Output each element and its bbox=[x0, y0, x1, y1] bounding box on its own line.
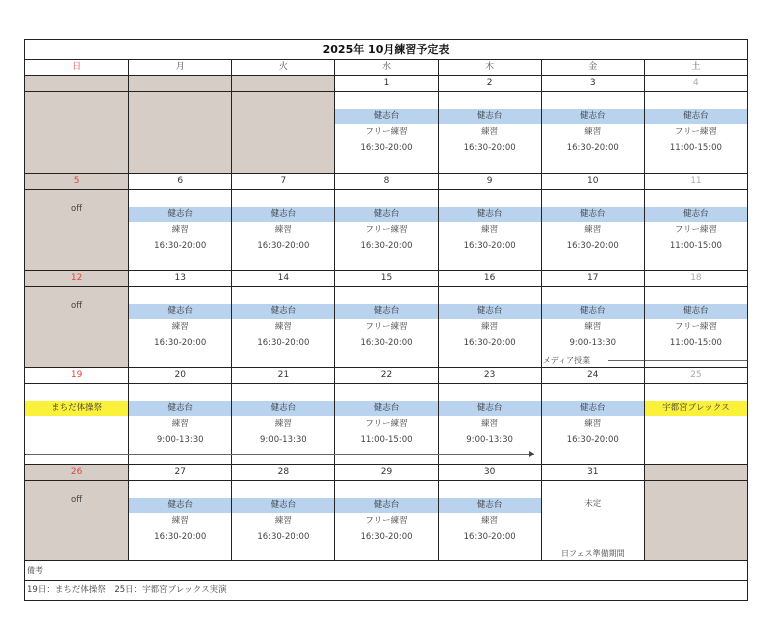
activity-label: 練習 bbox=[481, 419, 499, 429]
date-number: 3 bbox=[541, 76, 644, 91]
date-number: 7 bbox=[231, 174, 334, 189]
date-number: 22 bbox=[334, 368, 437, 383]
venue-label: 健志台 bbox=[129, 207, 231, 222]
time-label: 16:30-20:00 bbox=[257, 532, 310, 542]
time-label: 16:30-20:00 bbox=[463, 143, 516, 153]
day-cell bbox=[541, 190, 644, 270]
day-cell bbox=[438, 481, 541, 560]
date-number: 29 bbox=[334, 465, 437, 480]
date-number: 6 bbox=[128, 174, 231, 189]
day-cell bbox=[25, 384, 128, 464]
time-label: 16:30-20:00 bbox=[360, 338, 413, 348]
date-number bbox=[231, 76, 334, 91]
venue-label: 健志台 bbox=[232, 498, 334, 513]
venue-label: 健志台 bbox=[129, 304, 231, 319]
remarks-notes: 19日：まちだ体操祭 25日：宇都宮ブレックス実演 bbox=[27, 585, 227, 595]
activity-label: フリー練習 bbox=[365, 127, 408, 137]
time-label: 9:00-13:30 bbox=[156, 435, 204, 445]
day-cell bbox=[644, 481, 747, 560]
day-cell bbox=[541, 92, 644, 173]
day-cell bbox=[128, 190, 231, 270]
day-cell bbox=[25, 92, 128, 173]
time-label: 16:30-20:00 bbox=[360, 241, 413, 251]
day-cell bbox=[644, 190, 747, 270]
day-cell bbox=[128, 287, 231, 367]
time-label: 16:30-20:00 bbox=[154, 338, 207, 348]
date-number: 9 bbox=[438, 174, 541, 189]
date-number: 15 bbox=[334, 271, 437, 286]
date-number: 21 bbox=[231, 368, 334, 383]
venue-label: 健志台 bbox=[439, 304, 541, 319]
weekday-header: 土 bbox=[644, 60, 747, 75]
time-label: 11:00-15:00 bbox=[669, 338, 722, 348]
venue-label: 健志台 bbox=[129, 498, 231, 513]
activity-label: 練習 bbox=[274, 516, 292, 526]
content-row bbox=[25, 92, 747, 174]
venue-label: 健志台 bbox=[335, 498, 437, 513]
venue-label: 健志台 bbox=[129, 401, 231, 416]
day-cell bbox=[231, 384, 334, 464]
off-label: off bbox=[71, 204, 83, 214]
venue-label: 健志台 bbox=[645, 304, 747, 319]
time-label: 16:30-20:00 bbox=[566, 143, 619, 153]
venue-label: 健志台 bbox=[542, 401, 644, 416]
date-number bbox=[25, 76, 128, 91]
date-row bbox=[25, 76, 747, 92]
day-cell bbox=[128, 481, 231, 560]
time-label: 9:00-13:30 bbox=[260, 435, 307, 445]
week-1 bbox=[25, 76, 747, 174]
activity-label: 練習 bbox=[584, 419, 602, 429]
time-label: 16:30-20:00 bbox=[257, 241, 310, 251]
day-cell bbox=[541, 287, 644, 367]
activity-label: フリー練習 bbox=[365, 322, 408, 332]
time-label: 16:30-20:00 bbox=[360, 143, 413, 153]
week-5 bbox=[25, 465, 747, 561]
day-cell bbox=[128, 92, 231, 173]
date-number: 19 bbox=[70, 370, 83, 380]
venue-label: 健志台 bbox=[439, 207, 541, 222]
date-number: 24 bbox=[541, 368, 644, 383]
off-label: off bbox=[71, 301, 83, 311]
off-label: off bbox=[71, 495, 83, 505]
activity-label: フリー練習 bbox=[365, 516, 408, 526]
activity-label: フリー練習 bbox=[365, 225, 408, 235]
day-cell bbox=[541, 481, 644, 560]
day-cell bbox=[644, 287, 747, 367]
content-row bbox=[25, 481, 747, 561]
day-cell bbox=[334, 92, 437, 173]
activity-label: 練習 bbox=[171, 516, 189, 526]
day-cell bbox=[541, 384, 644, 464]
date-number: 2 bbox=[438, 76, 541, 91]
venue-label: 健志台 bbox=[335, 304, 437, 319]
date-number: 11 bbox=[644, 174, 747, 189]
day-cell bbox=[334, 190, 437, 270]
time-label: 11:00-15:00 bbox=[669, 143, 722, 153]
date-number: 31 bbox=[541, 465, 644, 480]
weekday-header: 金 bbox=[541, 60, 644, 75]
venue-label: 健志台 bbox=[542, 304, 644, 319]
activity-label: 練習 bbox=[171, 419, 189, 429]
date-number: 23 bbox=[438, 368, 541, 383]
content-row bbox=[25, 287, 747, 368]
media-class-note: メディア授業 bbox=[542, 356, 591, 365]
venue-label: 健志台 bbox=[335, 207, 437, 222]
time-label: 16:30-20:00 bbox=[360, 532, 413, 542]
day-cell bbox=[334, 481, 437, 560]
time-label: 16:30-20:00 bbox=[566, 435, 619, 445]
day-cell bbox=[231, 190, 334, 270]
content-row bbox=[25, 190, 747, 271]
time-label: 16:30-20:00 bbox=[463, 241, 516, 251]
date-number: 1 bbox=[334, 76, 437, 91]
venue-label: 健志台 bbox=[542, 109, 644, 124]
date-number: 18 bbox=[644, 271, 747, 286]
date-number bbox=[644, 465, 747, 480]
time-label: 9:00-13:30 bbox=[466, 435, 513, 445]
day-cell bbox=[25, 190, 128, 270]
date-number: 14 bbox=[231, 271, 334, 286]
remarks-label: 備考 bbox=[25, 561, 747, 581]
venue-label: 健志台 bbox=[335, 401, 437, 416]
activity-label: 練習 bbox=[481, 322, 499, 332]
schedule-sheet bbox=[24, 39, 748, 601]
day-cell bbox=[334, 287, 437, 367]
weekday-header: 月 bbox=[128, 60, 231, 75]
day-cell bbox=[128, 384, 231, 464]
venue-label: 健志台 bbox=[645, 207, 747, 222]
venue-label: 健志台 bbox=[439, 498, 541, 513]
week-2 bbox=[25, 174, 747, 271]
day-cell bbox=[25, 481, 128, 560]
activity-label: フリー練習 bbox=[674, 127, 717, 137]
date-number: 16 bbox=[438, 271, 541, 286]
day-cell bbox=[644, 92, 747, 173]
date-number: 28 bbox=[231, 465, 334, 480]
date-number: 13 bbox=[128, 271, 231, 286]
time-label: 11:00-15:00 bbox=[669, 241, 722, 251]
page-title: 2025年 10月練習予定表 bbox=[25, 40, 747, 60]
time-label: 9:00-13:30 bbox=[569, 338, 617, 348]
arrow-line bbox=[25, 454, 534, 455]
date-number: 25 bbox=[644, 368, 747, 383]
activity-label: 練習 bbox=[274, 419, 292, 429]
date-row bbox=[25, 271, 747, 287]
date-row bbox=[25, 174, 747, 190]
time-label: 16:30-20:00 bbox=[566, 241, 619, 251]
day-cell bbox=[25, 287, 128, 367]
venue-label: 健志台 bbox=[439, 109, 541, 124]
activity-label: 練習 bbox=[584, 127, 602, 137]
weekday-header: 木 bbox=[438, 60, 541, 75]
date-number: 8 bbox=[334, 174, 437, 189]
venue-label: 健志台 bbox=[335, 109, 437, 124]
venue-label: 健志台 bbox=[645, 109, 747, 124]
time-label: 16:30-20:00 bbox=[154, 241, 207, 251]
day-cell bbox=[231, 481, 334, 560]
activity-label: フリー練習 bbox=[674, 225, 717, 235]
date-number: 17 bbox=[541, 271, 644, 286]
activity-label: 練習 bbox=[171, 322, 189, 332]
date-row bbox=[25, 368, 747, 384]
venue-label: 健志台 bbox=[232, 304, 334, 319]
date-row bbox=[25, 465, 747, 481]
event-label: 宇都宮ブレックス bbox=[645, 401, 747, 416]
day-cell bbox=[334, 384, 437, 464]
time-label: 16:30-20:00 bbox=[257, 338, 310, 348]
date-number: 27 bbox=[128, 465, 231, 480]
date-number: 5 bbox=[25, 174, 128, 189]
date-number bbox=[128, 76, 231, 91]
event-label: まちだ体操祭 bbox=[25, 401, 128, 416]
weeks-container bbox=[25, 76, 747, 561]
arrow-head-icon bbox=[529, 451, 534, 457]
period-note: 日フェス準備期間 bbox=[560, 549, 625, 558]
date-number: 30 bbox=[438, 465, 541, 480]
activity-label: 練習 bbox=[481, 516, 499, 526]
weekday-header: 火 bbox=[231, 60, 334, 75]
weekday-header-row bbox=[25, 60, 747, 76]
activity-label: フリー練習 bbox=[365, 419, 408, 429]
time-label: 11:00-15:00 bbox=[360, 435, 413, 445]
activity-label: 練習 bbox=[274, 225, 292, 235]
venue-label: 健志台 bbox=[232, 207, 334, 222]
activity-label: 練習 bbox=[584, 322, 602, 332]
day-cell bbox=[438, 287, 541, 367]
time-label: 16:30-20:00 bbox=[154, 532, 207, 542]
activity-label: 練習 bbox=[584, 225, 602, 235]
day-cell bbox=[644, 384, 747, 464]
weekday-header: 水 bbox=[334, 60, 437, 75]
day-cell bbox=[231, 92, 334, 173]
date-number: 10 bbox=[541, 174, 644, 189]
date-number: 12 bbox=[25, 271, 128, 286]
time-label: 16:30-20:00 bbox=[463, 338, 516, 348]
venue-label: 健志台 bbox=[542, 207, 644, 222]
venue-label: 健志台 bbox=[439, 401, 541, 416]
activity-label: 練習 bbox=[171, 225, 189, 235]
day-cell bbox=[438, 190, 541, 270]
day-cell bbox=[231, 287, 334, 367]
date-number: 4 bbox=[644, 76, 747, 91]
week-4 bbox=[25, 368, 747, 465]
date-number: 26 bbox=[25, 465, 128, 480]
activity-label: 練習 bbox=[274, 322, 292, 332]
activity-label: 練習 bbox=[481, 225, 499, 235]
time-label: 16:30-20:00 bbox=[463, 532, 516, 542]
weekday-header: 日 bbox=[72, 62, 82, 72]
date-number: 20 bbox=[128, 368, 231, 383]
activity-label: 練習 bbox=[481, 127, 499, 137]
content-row bbox=[25, 384, 747, 465]
venue-label: 健志台 bbox=[232, 401, 334, 416]
week-3 bbox=[25, 271, 747, 368]
day-cell bbox=[438, 384, 541, 464]
day-cell bbox=[438, 92, 541, 173]
activity-label: フリー練習 bbox=[674, 322, 717, 332]
undecided-label: 未定 bbox=[584, 499, 602, 509]
